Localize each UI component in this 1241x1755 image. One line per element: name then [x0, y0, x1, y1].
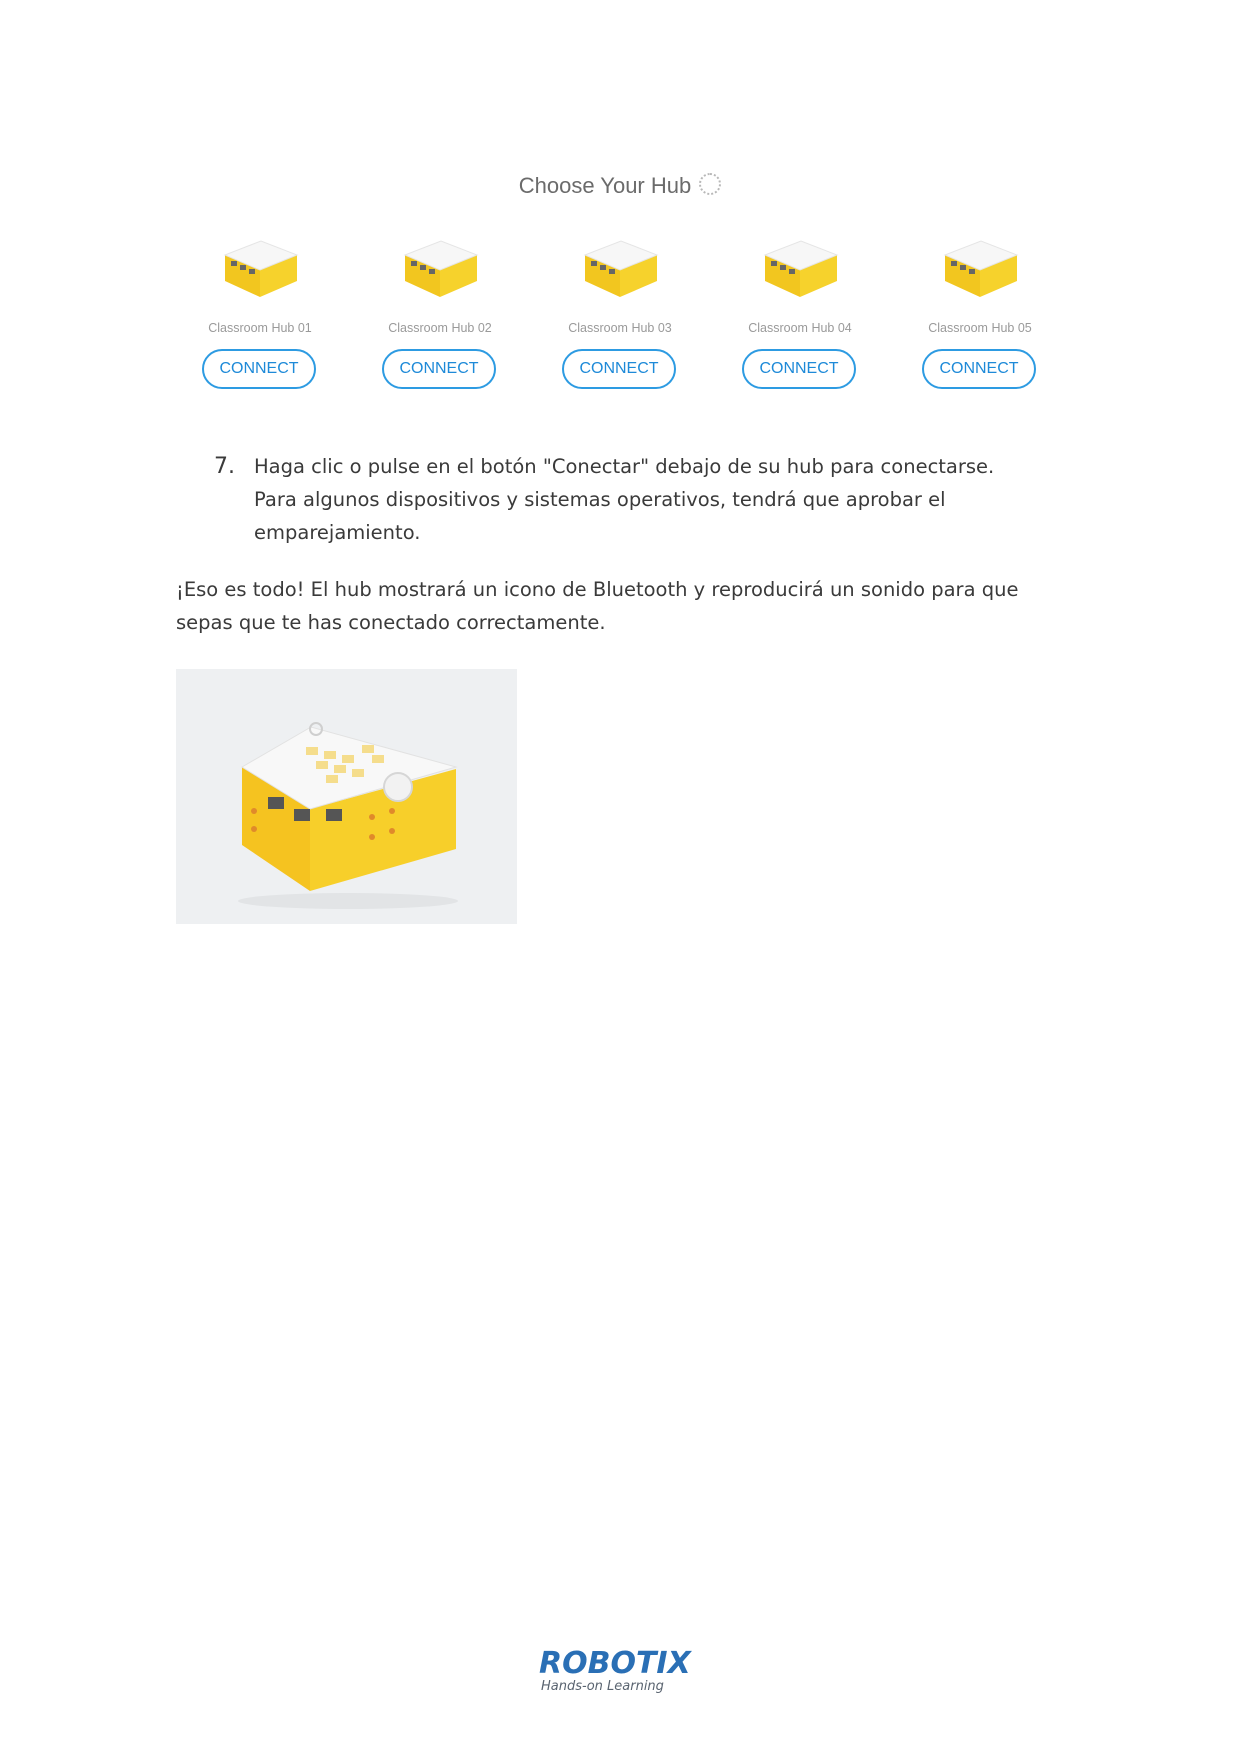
hub-label: Classroom Hub 03	[568, 321, 672, 335]
hub-label: Classroom Hub 01	[208, 321, 312, 335]
connect-button[interactable]: CONNECT	[922, 349, 1036, 389]
hub-card	[190, 225, 330, 405]
step-line: emparejamiento.	[254, 521, 421, 544]
hub-photo	[176, 669, 517, 924]
hub-card	[550, 225, 690, 405]
paragraph-line: ¡Eso es todo! El hub mostrará un icono de Bluetooth y reproducirá un sonido para que	[176, 578, 1019, 601]
panel-title	[190, 173, 1050, 199]
hub-selection-panel	[190, 165, 1050, 405]
step-text	[254, 450, 1064, 549]
hub-device-icon	[935, 225, 1025, 305]
hub-label: Classroom Hub 02	[388, 321, 492, 335]
connect-button[interactable]: CONNECT	[562, 349, 676, 389]
hub-device-icon	[575, 225, 665, 305]
logo-tagline: Hands-on Learning	[541, 1679, 664, 1693]
connect-button[interactable]: CONNECT	[382, 349, 496, 389]
step-line: Para algunos dispositivos y sistemas operativos, tendrá que aprobar el	[254, 488, 946, 511]
paragraph-line: sepas que te has conectado correctamente.	[176, 611, 606, 634]
hub-device-icon	[755, 225, 845, 305]
connect-button[interactable]: CONNECT	[742, 349, 856, 389]
robotix-logo	[537, 1643, 697, 1693]
hub-card	[370, 225, 510, 405]
conclusion-paragraph	[176, 573, 1076, 639]
step-line: Haga clic o pulse en el botón "Conectar" debajo de su hub para conectarse.	[254, 455, 995, 478]
panel-title-text: Choose Your Hub	[518, 173, 692, 198]
hub-device-icon	[215, 225, 305, 305]
step-number: 7.	[214, 454, 235, 479]
hub-card	[910, 225, 1050, 405]
hub-card	[730, 225, 870, 405]
loading-spinner-icon	[699, 173, 721, 195]
hub-device-icon	[395, 225, 485, 305]
logo-text: ROBOTIX	[539, 1646, 691, 1681]
hub-label: Classroom Hub 05	[928, 321, 1032, 335]
hub-label: Classroom Hub 04	[748, 321, 852, 335]
connect-button[interactable]: CONNECT	[202, 349, 316, 389]
